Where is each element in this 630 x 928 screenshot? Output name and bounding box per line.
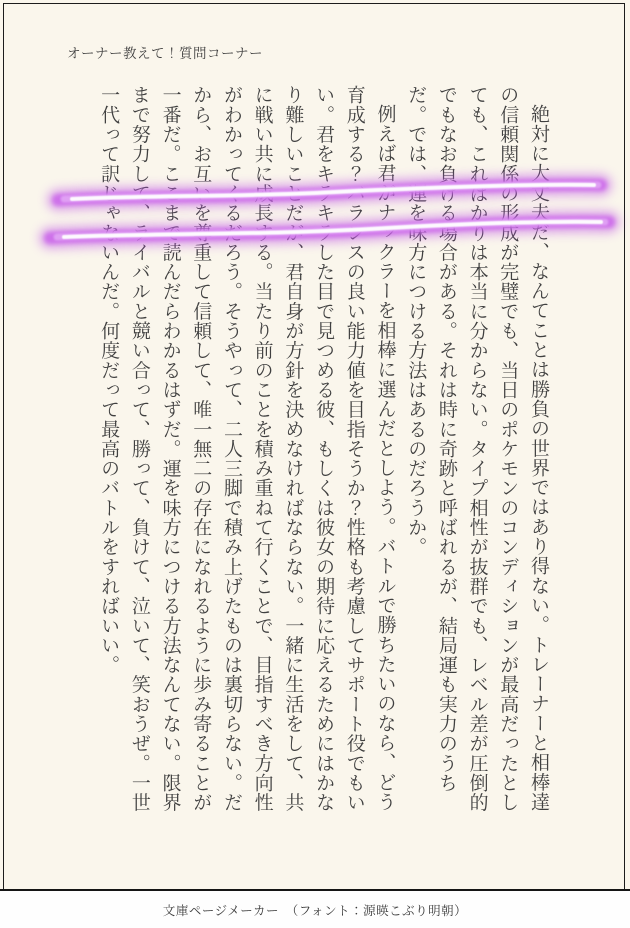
- footer-credit: 文庫ページメーカー （フォント：源暎こぶり明朝）: [162, 903, 468, 918]
- paragraph-2: 例えば君がナックラーを相棒に選んだとしよう。バトルで勝ちたいのなら、どう育成する？バランスの良い能力値を目指そうか？性格も考慮してサポート役でもいい。君をキラキラした目で見つめる彼、もしくは彼女の期待に応えるためにはかなり難しいことだが、君自身が方針を決めなければならない。一緒に生活をして、共に戦い共に成長する。当たり前のことを積み重ねて行くことで、目指すべき方向性がわかってくるだろう。そうやって、二人三脚で積み上げたものは裏切らない。だから、お互いを尊重して信頼して、唯一無二の存在になれるように歩み寄ることが一番だ。ここまで読んだらわかるはずだ。運を味方につける方法なんてない。限界まで努力して、ライバルと競い合って、勝って、負けて、泣いて、笑おうぜ。一世一代って訳じゃないんだ。何度だって最高のバトルをすればいい。: [98, 85, 396, 813]
- page-header: オーナー教えて！質問コーナー: [67, 46, 263, 61]
- body-text: [53, 85, 553, 815]
- page-footer: [0, 889, 630, 928]
- paragraph-1: 絶対に大丈夫だ、なんてことは勝負の世界ではあり得ない。トレーナーと相棒達の信頼関係の形成が完璧でも、当日のポケモンのコンディションが最高だったとしても、こればかりは本当に分からない。タイプ相性が抜群でも、レベル差が圧倒的でもなお負ける場合がある。それは時に奇跡と呼ばれるが、結局運も実力のうちだ。では、運を味方につける方法はあるのだろうか。: [405, 85, 549, 813]
- book-page: [3, 3, 625, 889]
